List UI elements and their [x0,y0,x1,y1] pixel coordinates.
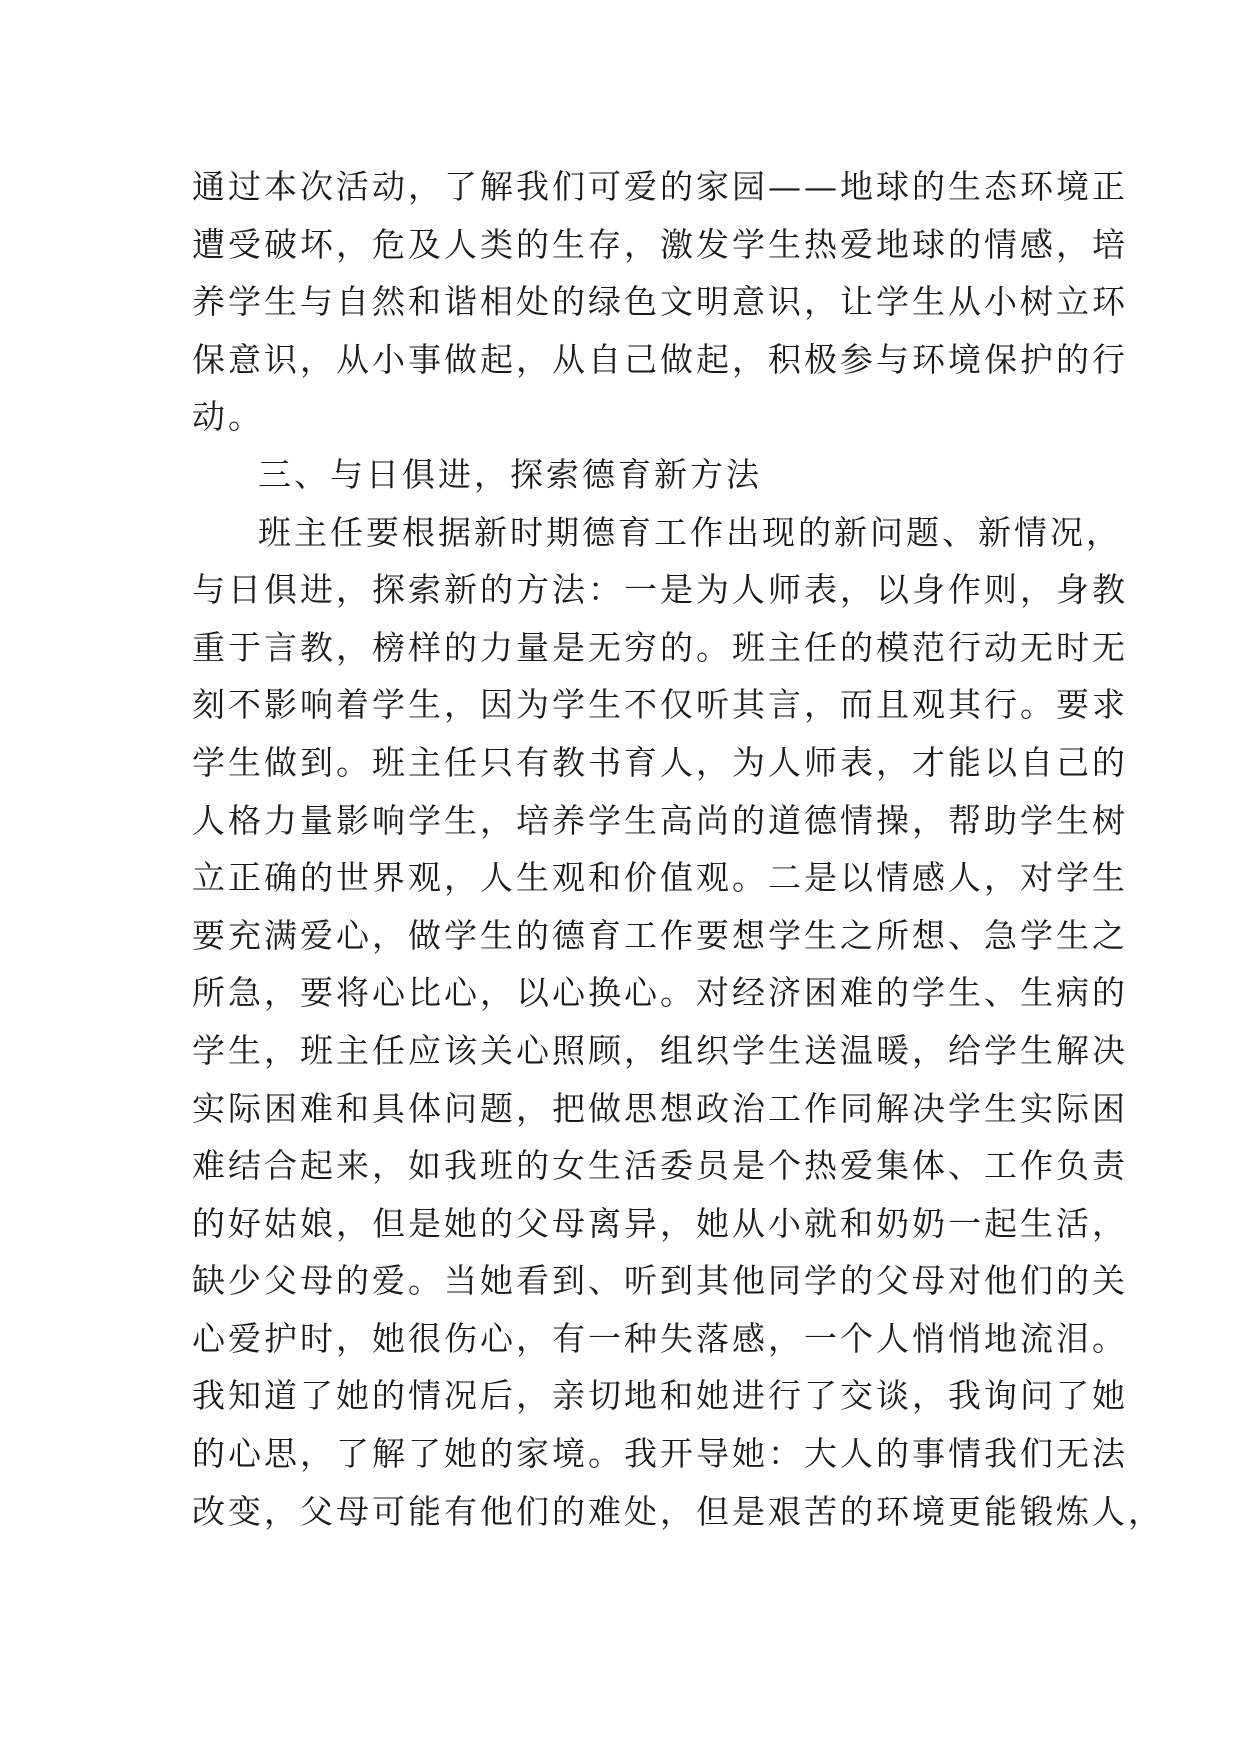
text-line: 刻不影响着学生，因为学生不仅听其言，而且观其行。要求 [192,685,1128,725]
text-line: 保意识，从小事做起，从自己做起，积极参与环境保护的行 [192,339,1128,379]
text-line: 难结合起来，如我班的女生活委员是个热爱集体、工作负责 [192,1146,1128,1186]
text-line: 缺少父母的爱。当她看到、听到其他同学的父母对他们的关 [192,1261,1128,1301]
text-line: 的心思，了解了她的家境。我开导她：大人的事情我们无法 [192,1434,1128,1474]
body-text [192,158,1164,1540]
text-line: 所急，要将心比心，以心换心。对经济困难的学生、生病的 [192,973,1128,1013]
text-line: 实际困难和具体问题，把做思想政治工作同解决学生实际困 [192,1088,1128,1128]
text-line: 养学生与自然和谐相处的绿色文明意识，让学生从小树立环 [192,282,1128,322]
text-line: 班主任要根据新时期德育工作出现的新问题、新情况， [258,512,1122,552]
text-line: 立正确的世界观，人生观和价值观。二是以情感人，对学生 [192,858,1128,898]
text-line: 动。 [192,397,264,437]
text-line: 学生做到。班主任只有教书育人，为人师表，才能以自己的 [192,742,1128,782]
text-line: 人格力量影响学生，培养学生高尚的道德情操，帮助学生树 [192,800,1128,840]
section-heading: 三、与日俱进，探索德育新方法 [258,454,762,494]
text-line: 我知道了她的情况后，亲切地和她进行了交谈，我询问了她 [192,1376,1128,1416]
text-line: 的好姑娘，但是她的父母离异，她从小就和奶奶一起生活， [192,1203,1128,1243]
text-line: 与日俱进，探索新的方法：一是为人师表，以身作则，身教 [192,570,1128,610]
text-line: 改变，父母可能有他们的难处，但是艰苦的环境更能锻炼人， [192,1491,1164,1531]
text-line: 通过本次活动，了解我们可爱的家园——地球的生态环境正 [192,167,1128,206]
text-line: 遭受破坏，危及人类的生存，激发学生热爱地球的情感，培 [192,224,1128,264]
text-line: 心爱护时，她很伤心，有一种失落感，一个人悄悄地流泪。 [192,1318,1128,1358]
text-line: 要充满爱心，做学生的德育工作要想学生之所想、急学生之 [192,915,1128,955]
text-line: 重于言教，榜样的力量是无穷的。班主任的模范行动无时无 [192,627,1128,667]
text-line: 学生，班主任应该关心照顾，组织学生送温暖，给学生解决 [192,1030,1128,1070]
